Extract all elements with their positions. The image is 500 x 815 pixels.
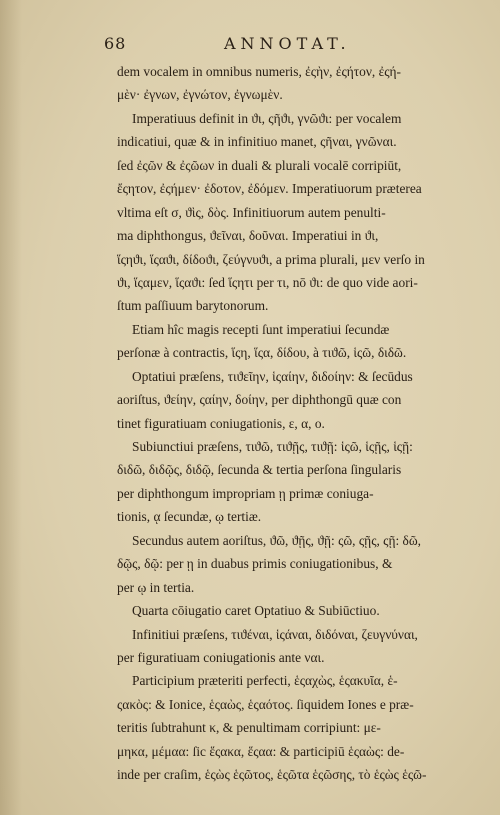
text-line: perſonæ à contractis, ἵςη, ἵςα, δίδου, à τιϑῶ, ἱςῶ, διδῶ. [117, 345, 407, 361]
text-line: ma diphthongus, ϑεῖναι, δοῦναι. Imperatiui in ϑι, [117, 228, 379, 244]
running-head: ANNOTAT. [224, 34, 351, 53]
text-line: μὲν· ἐγνων, ἐγνώτον, ἐγνωμὲν. [117, 87, 283, 103]
text-line: Quarta cōiugatio caret Optatiuo & Subiūctiuo. [132, 603, 380, 619]
text-line: Imperatiuus definit in ϑι, ςῆϑι, γνῶϑι: per vocalem [132, 110, 402, 126]
text-line: ἔςητον, ἐςήμεν· ἐδοτον, ἐδόμεν. Imperatiuorum præterea [117, 181, 422, 197]
text-line: vltima eſt σ, ϑὶς, δὸς. Infinitiuorum autem penulti- [117, 204, 386, 220]
page-header [104, 34, 404, 56]
text-line: μηκα, μέμαα: ſic ἕςακα, ἕςαα: & participiū ἑςαὼς: de- [117, 743, 405, 759]
text-line: teritis ſubtrahunt κ, & penultimam corripiunt: με- [117, 720, 381, 736]
text-line: per figuratiuam coniugationis ante ναι. [117, 649, 325, 665]
text-line: Optatiui præſens, τιϑεῖην, ἱςαίην, διδοίην: & ſecūdus [132, 368, 413, 384]
text-line: Secundus autem aoriſtus, ϑῶ, ϑῇς, ϑῇ: ςῶ, ςῇς, ςῇ: δῶ, [132, 532, 422, 548]
text-line: Participium præteriti perfecti, ἑςαχὼς, ἑςακυῖα, ἑ- [132, 673, 398, 689]
text-line: per diphthongum impropriam ῃ primæ coniuga- [117, 485, 374, 501]
text-line: διδῶ, διδῷς, διδῷ, ſecunda & tertia perſona ſingularis [117, 462, 402, 478]
text-line: per ῳ in tertia. [117, 579, 195, 595]
text-line: aoriſtus, ϑείην, ςαίην, δοίην, per diphthongū quæ con [117, 392, 402, 408]
text-line: ςακὸς: & Ionice, ἑςαὼς, ἑςαότος. ſiquidem Iones e præ- [117, 696, 414, 712]
text-line: tinet figuratiuam coniugationis, ε, α, ο. [117, 415, 325, 431]
text-line: Etiam hîc magis recepti ſunt imperatiui ſecundæ [132, 321, 390, 337]
text-line: ϑι, ἵςαμεν, ἵςαϑι: ſed ἵςητι per τι, nō ϑι: de quo vide aori- [117, 274, 418, 290]
text-line: indicatiui, quæ & in infinitiuo manet, ςῆναι, γνῶναι. [117, 134, 397, 150]
text-line: δῷς, δῷ: per ῃ in duabus primis coniugationibus, & [117, 556, 393, 572]
page-number: 68 [104, 34, 127, 53]
body-text [117, 60, 490, 787]
text-line: ἵςηϑι, ἵςαϑι, δίδοϑι, ζεύγνυϑι, a prima plurali, μεν verſo in [117, 251, 425, 267]
text-line: dem vocalem in omnibus numeris, ἐςὴν, ἐςήτον, ἐςή- [117, 64, 402, 79]
text-line: Subiunctiui præſens, τιϑῶ, τιϑῇς, τιϑῇ: ἱςῶ, ἱςῇς, ἱςῇ: [132, 439, 413, 454]
text-line: ſed ἐςῶν & ἐςῶων in duali & plurali vocalē corripiūt, [117, 157, 402, 173]
text-line: inde per craſim, ἑςὼς ἑςῶτος, ἑςῶτα ἑςῶσης, τὸ ἑςὼς ἑςῶ- [117, 767, 427, 783]
text-line: Infinitiui præſens, τιϑέναι, ἱςάναι, διδόναι, ζευγνύναι, [132, 626, 418, 642]
text-line: tionis, ᾳ ſecundæ, ῳ tertiæ. [117, 509, 262, 525]
text-line: ſtum paſſiuum barytonorum. [117, 298, 269, 314]
